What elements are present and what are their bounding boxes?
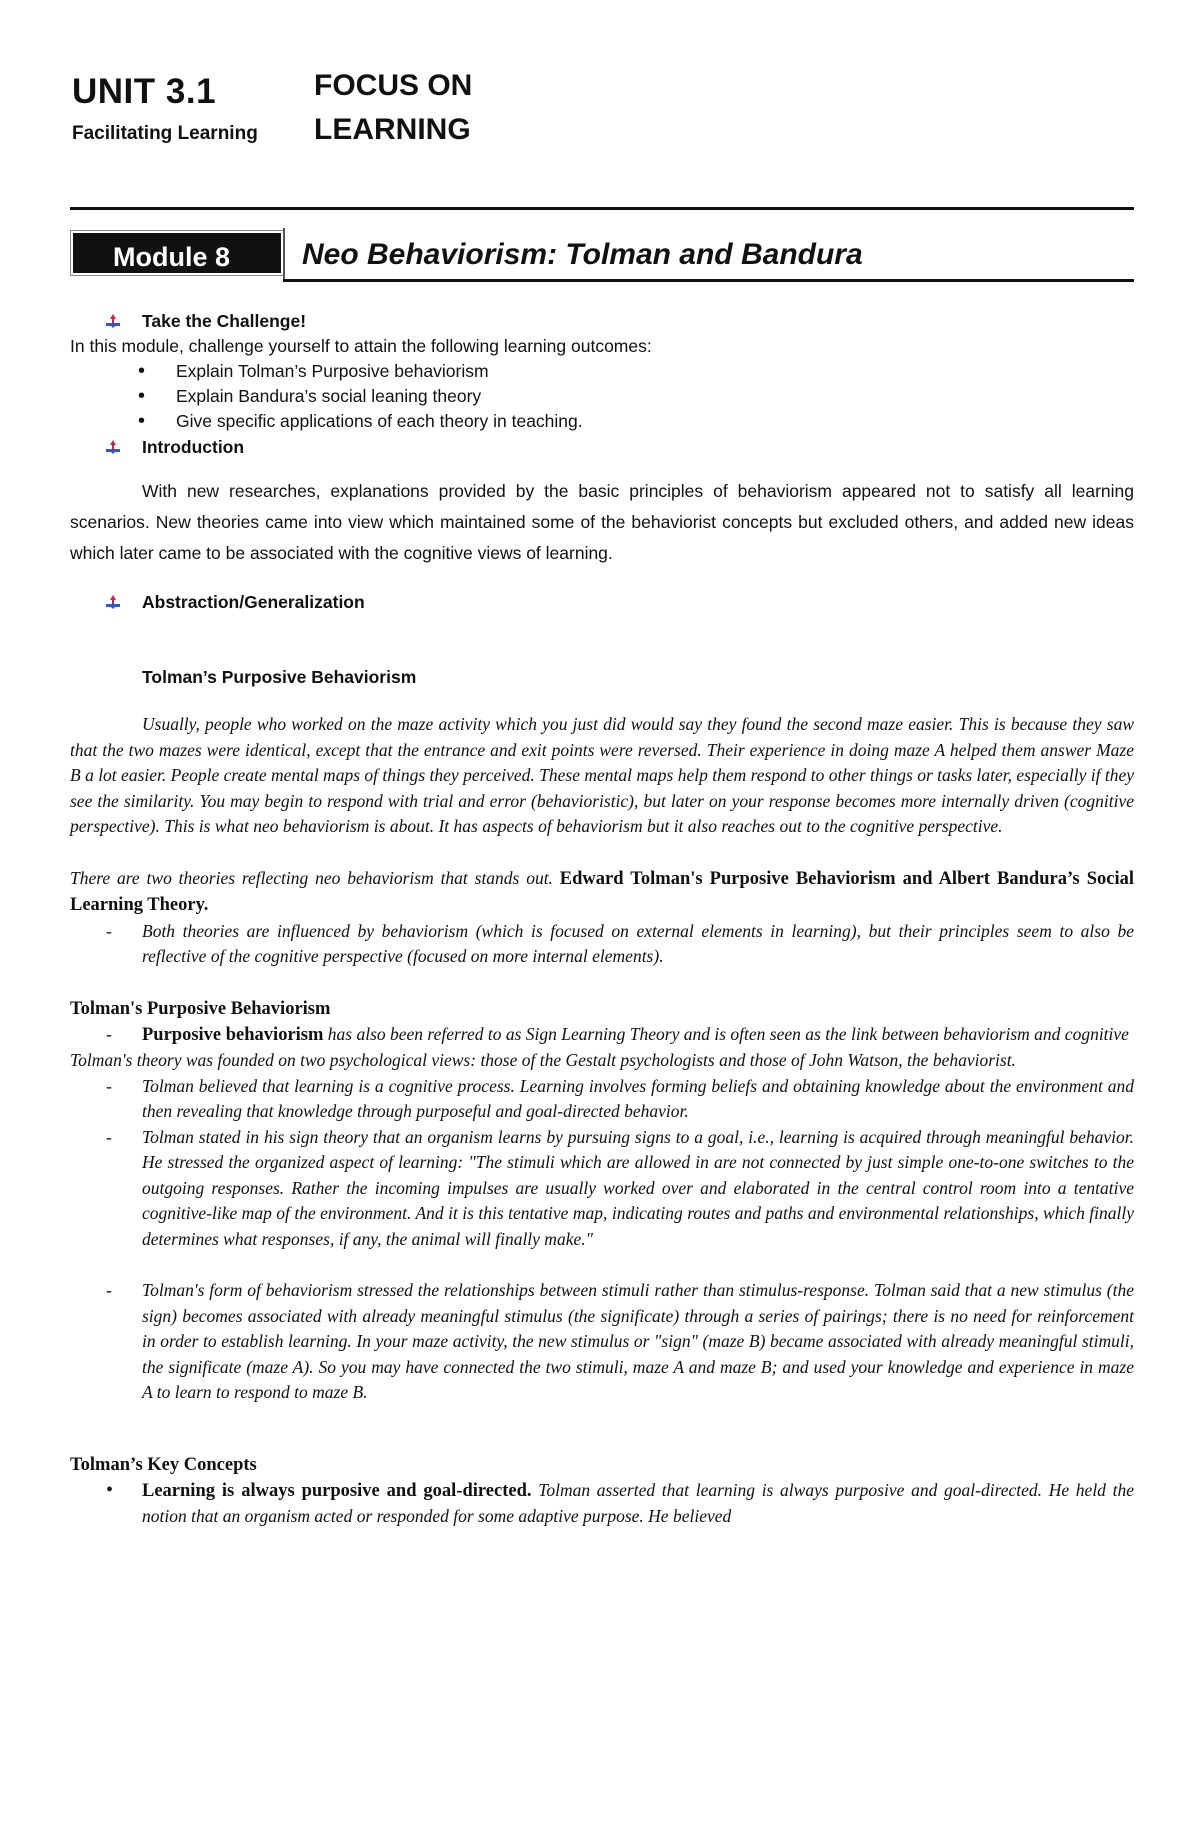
key-concept-term: Learning is always purposive and goal-directed.: [142, 1480, 532, 1501]
module-title: Neo Behaviorism: Tolman and Bandura: [302, 238, 863, 271]
module-label: Module 8: [113, 242, 231, 272]
arrow-bullet-icon: [106, 595, 120, 609]
tolman-subheading: Tolman’s Purposive Behaviorism: [142, 667, 417, 687]
challenge-heading-text: Take the Challenge!: [142, 311, 307, 331]
course-name: Facilitating Learning: [72, 123, 258, 144]
dash-item: - Tolman believed that learning is a cognitive process. Learning involves forming beliefs and obtaining knowledge about the environment and then revealing that knowledge through purposeful and goal-directed behavior.: [70, 1074, 1134, 1125]
abstraction-heading-text: Abstraction/Generalization: [142, 592, 365, 612]
dash-item: - Tolman's form of behaviorism stressed the relationships between stimuli rather than stimulus-response. Tolman said that a new stimulus (the sign) becomes associated with already meaningful stimulus (the significate) through a series of pairings; there is no need for reinforcement in order to establish learning. In your maze activity, the new stimulus or "sign" (maze B) became associated with already meaningful stimuli, the significate (maze A). So you may have connected the two stimuli, maze A and maze B; and used your knowledge and experience in maze A to learn to respond to maze B.: [70, 1278, 1134, 1406]
purposive-heading: Tolman's Purposive Behaviorism: [70, 998, 331, 1019]
module-rule: [283, 279, 1134, 282]
outcome-item: • Explain Tolman’s Purposive behaviorism: [70, 359, 1134, 384]
key-concepts-heading: Tolman’s Key Concepts: [70, 1454, 257, 1475]
arrow-bullet-icon: [106, 314, 120, 328]
module-label-box: [73, 233, 281, 273]
abstraction-heading: [70, 589, 1134, 615]
definition-term: Purposive behaviorism: [142, 1024, 324, 1045]
arrow-bullet-icon: [106, 440, 120, 454]
key-concept-text: Tolman asserted that learning is always purposive and goal-directed. He held the notion that an organism acted or responded for some adaptive purpose. He believed: [142, 1479, 1135, 1526]
dash-item: - Both theories are influenced by behaviorism (which is focused on external elements in learning), but their principles seem to also be reflective of the cognitive perspective (focused on more internal elements).: [70, 919, 1134, 970]
outcome-item: • Explain Bandura’s social leaning theory: [70, 384, 1134, 409]
paragraph-maze: Usually, people who worked on the maze activity which you just did would say they found the second maze easier. This is because they saw that the two mazes were identical, except that the entrance and exit points were reversed. Their experience in doing maze A helped them answer Maze B a lot easier. People create mental maps of things they perceived. These mental maps help them respond to other things or tasks later, especially if they see the similarity. You may begin to respond with trial and error (behavioristic), but later on your response becomes more internally driven (cognitive perspective). This is what neo behaviorism is about. It has aspects of behaviorism but it also reaches out to the cognitive perspective.: [70, 714, 1134, 836]
module-divider: [283, 228, 285, 281]
outcome-item: • Give specific applications of each theory in teaching.: [70, 409, 1134, 434]
definition-text: has also been referred to as Sign Learning Theory and is often seen as the link between behaviorism and cognitive: [327, 1023, 1129, 1044]
header-rule: [70, 207, 1134, 210]
introduction-heading: [70, 434, 1134, 460]
challenge-intro: In this module, challenge yourself to attain the following learning outcomes:: [70, 336, 652, 356]
focus-title: FOCUS ON LEARNING: [314, 69, 473, 146]
content: [70, 308, 1134, 1530]
unit-title: UNIT 3.1: [72, 72, 217, 111]
dash-item: [70, 1022, 1134, 1049]
founded-text: Tolman's theory was founded on two psychological views: those of the Gestalt psychologists and those of John Watson, the behaviorist.: [70, 1050, 1016, 1070]
two-theories-names: Edward Tolman's Purposive Behaviorism and Albert Bandura’s Social Learning Theory.: [70, 868, 1134, 915]
introduction-text: With new researches, explanations provided by the basic principles of behaviorism appeared not to satisfy all learning scenarios. New theories came into view which maintained some of the behaviorist concepts but excluded others, and added new ideas which later came to be associated with the cognitive views of learning.: [70, 481, 1134, 563]
two-theories-text: There are two theories reflecting neo behaviorism that stands out.: [70, 867, 553, 888]
introduction-heading-text: Introduction: [142, 437, 245, 457]
key-concept-item: [70, 1478, 1134, 1530]
challenge-heading: [70, 308, 1134, 334]
dash-item: - Tolman stated in his sign theory that an organism learns by pursuing signs to a goal, i.e., learning is acquired through meaningful behavior. He stressed the organized aspect of learning: "The stimuli which are allowed in are not connected by just simple one-to-one switches to the outgoing responses. Rather the incoming impulses are usually worked over and elaborated in the central control room into a tentative cognitive-like map of the environment. And it is this tentative map, indicating routes and paths and environmental relationships, which finally determines what responses, if any, the animal will finally make.": [70, 1125, 1134, 1253]
paragraph-two-theories: [70, 866, 1134, 919]
